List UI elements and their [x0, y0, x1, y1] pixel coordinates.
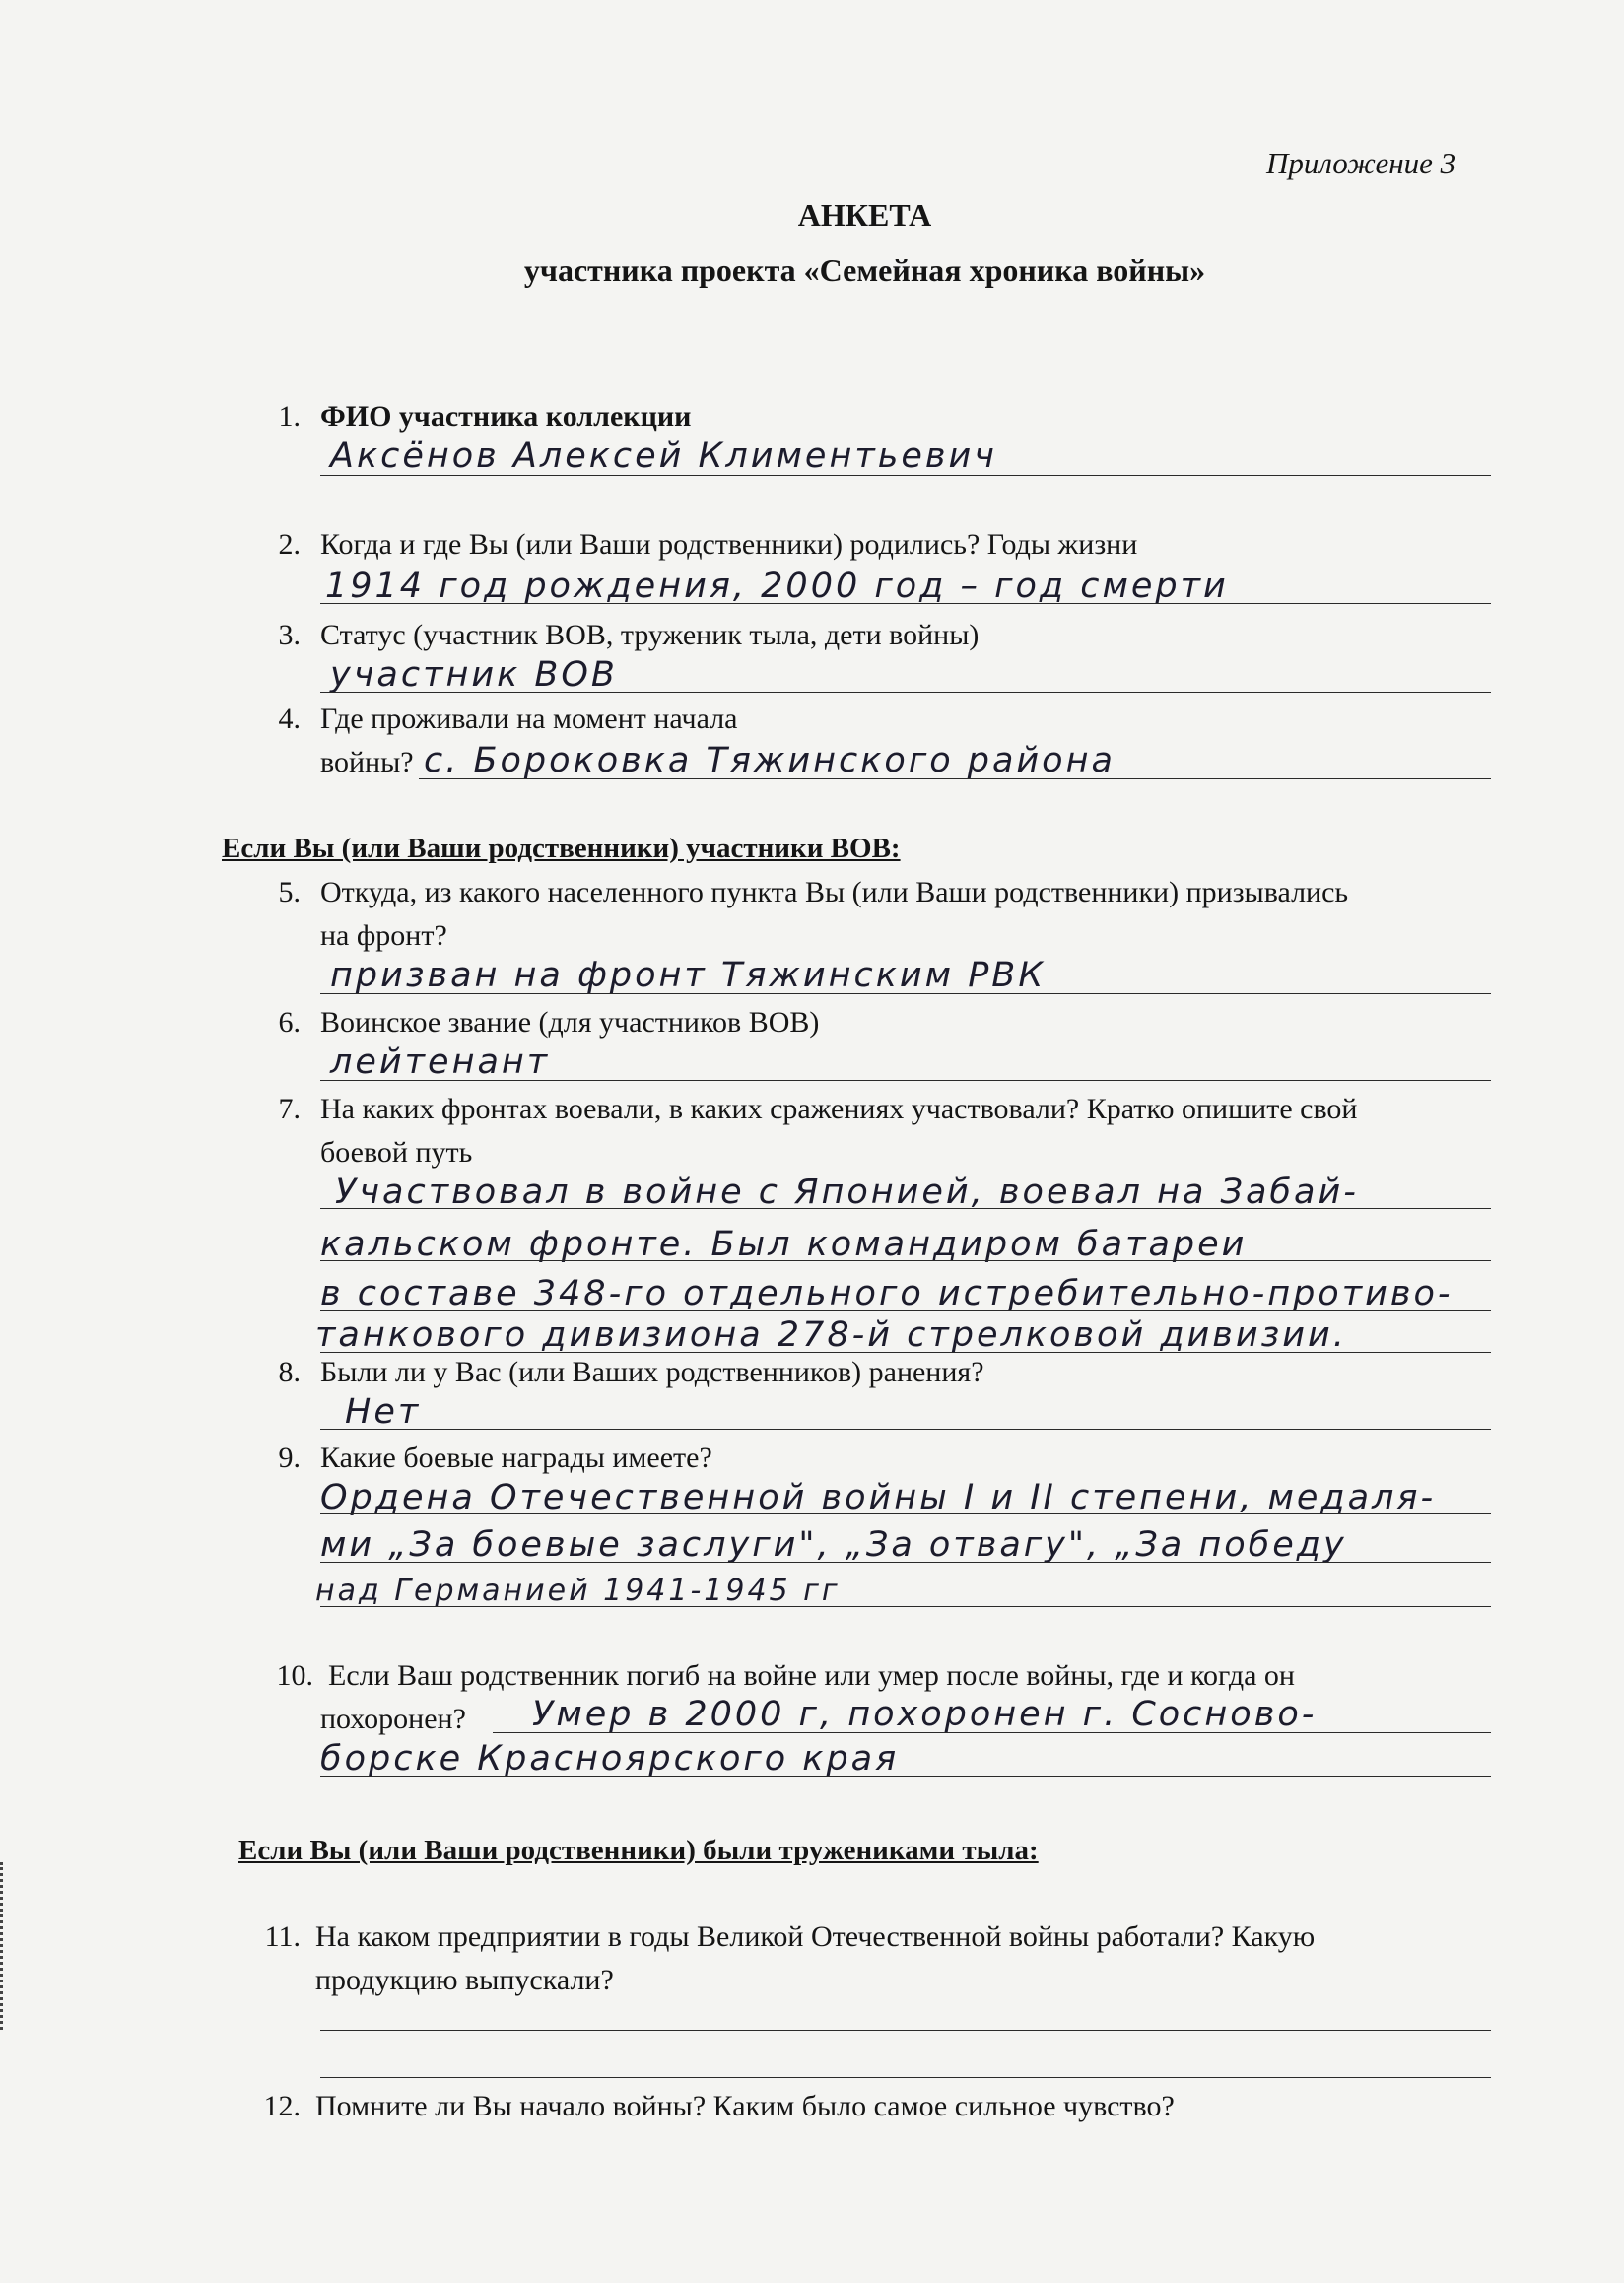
question-number: 7.: [278, 1093, 301, 1125]
answer-line: [320, 1260, 1491, 1261]
answer-line: [320, 1429, 1491, 1430]
section-heading-wwii: Если Вы (или Ваши родственники) участники ВОВ:: [222, 833, 901, 864]
question-number: 8.: [278, 1356, 301, 1388]
answer-line: [320, 692, 1491, 693]
answer-line: [320, 1776, 1491, 1777]
question-label: ФИО участника коллекции: [320, 400, 692, 433]
answer-line: [320, 993, 1491, 994]
question-label: Помните ли Вы начало войны? Каким было самое сильное чувство?: [315, 2090, 1175, 2122]
question-number: 2.: [278, 528, 301, 561]
handwritten-answer: ми „За боевые заслуги", „За отвагу", „За победу: [320, 1525, 1347, 1565]
handwritten-answer: участник ВОВ: [330, 655, 618, 695]
handwritten-answer: призван на фронт Тяжинским РВК: [330, 956, 1047, 995]
handwritten-answer: кальском фронте. Был командиром батареи: [320, 1225, 1248, 1264]
question-label: Воинское звание (для участников ВОВ): [320, 1006, 820, 1039]
question-label-cont: боевой путь: [320, 1136, 473, 1169]
question-number: 5.: [278, 876, 301, 908]
answer-line: [320, 1562, 1491, 1563]
handwritten-answer: 1914 год рождения, 2000 год – год смерти: [325, 567, 1229, 606]
answer-line: [320, 2030, 1491, 2031]
question-label: Какие боевые награды имеете?: [320, 1442, 712, 1474]
question-label: Когда и где Вы (или Ваши родственники) родились? Годы жизни: [320, 528, 1138, 561]
question-label: Если Ваш родственник погиб на войне или умер после войны, где и когда он: [328, 1659, 1295, 1692]
handwritten-answer: Участвовал в войне с Японией, воевал на Забай-: [335, 1173, 1359, 1212]
question-number: 11.: [264, 1920, 301, 1953]
handwritten-answer: борске Красноярского края: [320, 1739, 900, 1779]
question-label-cont: на фронт?: [320, 919, 447, 952]
question-label: Статус (участник ВОВ, труженик тыла, дети войны): [320, 619, 980, 651]
answer-line: [320, 1606, 1491, 1607]
question-number: 9.: [278, 1442, 301, 1474]
answer-line: [320, 603, 1491, 604]
question-label-cont: похоронен?: [320, 1703, 466, 1735]
question-number: 6.: [278, 1006, 301, 1039]
question-label-cont: продукцию выпускали?: [315, 1964, 614, 1996]
handwritten-answer: Аксёнов Алексей Климентьевич: [330, 436, 997, 476]
form-title: АНКЕТА: [797, 197, 932, 233]
answer-line: [320, 2077, 1491, 2078]
handwritten-answer: Умер в 2000 г, похоронен г. Сосново-: [532, 1695, 1318, 1734]
answer-line: [320, 1310, 1491, 1311]
answer-line: [419, 778, 1491, 779]
scan-edge-marks: [0, 1862, 9, 2030]
question-label: Откуда, из какого населенного пункта Вы (или Ваши родственники) призывались: [320, 876, 1349, 908]
handwritten-answer: над Германией 1941-1945 гг: [315, 1574, 841, 1608]
answer-line: [320, 1513, 1491, 1514]
handwritten-answer: Нет: [345, 1392, 422, 1432]
question-label: На каком предприятии в годы Великой Отечественной войны работали? Какую: [315, 1920, 1316, 1953]
handwritten-answer: лейтенант: [330, 1042, 551, 1082]
answer-line: [493, 1732, 1491, 1733]
handwritten-answer: Ордена Отечественной войны I и II степени, медаля-: [320, 1478, 1437, 1517]
answer-line: [320, 475, 1491, 476]
question-number: 12.: [263, 2090, 301, 2122]
question-label: На каких фронтах воевали, в каких сражениях участвовали? Кратко опишите свой: [320, 1093, 1358, 1125]
question-number: 1.: [278, 400, 301, 433]
answer-line: [320, 1208, 1491, 1209]
answer-line: [320, 1080, 1491, 1081]
handwritten-answer: танкового дивизиона 278-й стрелковой дивизии.: [315, 1315, 1347, 1355]
question-number: 3.: [278, 619, 301, 651]
handwritten-answer: с. Бороковка Тяжинского района: [424, 741, 1116, 780]
question-label: Где проживали на момент начала: [320, 703, 738, 735]
question-number: 4.: [278, 703, 301, 735]
section-heading-homefront: Если Вы (или Ваши родственники) были тружениками тыла:: [238, 1835, 1039, 1866]
handwritten-answer: в составе 348-го отдельного истребительно-противо-: [320, 1274, 1454, 1313]
question-label-cont: войны?: [320, 746, 414, 778]
question-number: 10.: [276, 1659, 313, 1692]
question-label: Были ли у Вас (или Ваших родственников) ранения?: [320, 1356, 984, 1388]
answer-line: [320, 1352, 1491, 1353]
appendix-label: Приложение 3: [1266, 146, 1456, 180]
form-subtitle: участника проекта «Семейная хроника войны»: [523, 252, 1206, 288]
